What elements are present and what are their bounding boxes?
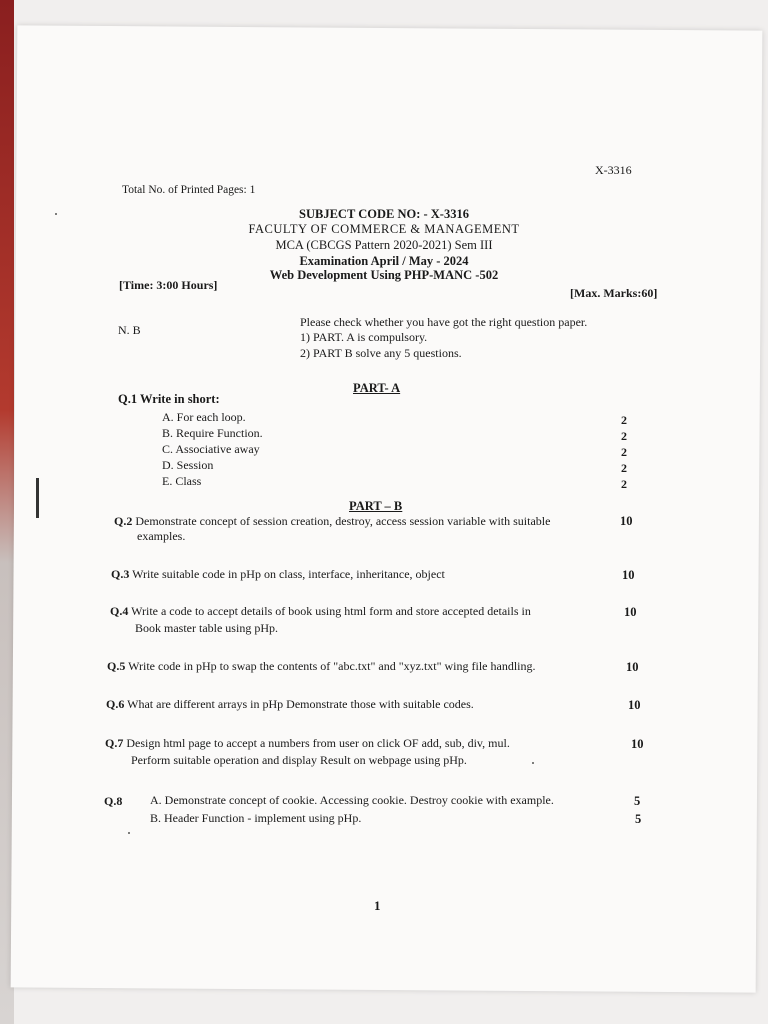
paper-code: X-3316 <box>595 163 632 177</box>
q1-item: D. Session <box>162 458 214 472</box>
subject-title: Web Development Using PHP-MANC -502 <box>269 268 499 282</box>
faculty: FACULTY OF COMMERCE & MANAGEMENT <box>248 222 520 236</box>
marks: 5 <box>635 812 642 826</box>
exam-session: Examination April / May - 2024 <box>299 254 469 268</box>
question: Q.5 Write code in pHp to swap the contents of "abc.txt" and "xyz.txt" wing file handling. <box>107 659 536 673</box>
question: Q.7 Design html page to accept a numbers from user on click OF add, sub, div, mul. <box>105 736 510 750</box>
question-continuation: Book master table using pHp. <box>135 621 278 635</box>
question: Q.2 Demonstrate concept of session creation, destroy, access session variable with suitable <box>114 514 551 528</box>
question-number: Q.1 <box>118 392 138 406</box>
marks: 2 <box>621 477 627 491</box>
q1-heading <box>118 392 220 407</box>
question: Q.4 Write a code to accept details of book using html form and store accepted details in <box>110 604 531 618</box>
scan-speck <box>532 762 534 764</box>
question-continuation: Perform suitable operation and display Result on webpage using pHp. <box>131 753 467 767</box>
instruction-line: 1) PART. A is compulsory. <box>300 330 428 344</box>
max-marks: [Max. Marks:60] <box>570 286 658 300</box>
marks: 10 <box>622 568 635 582</box>
marks: 2 <box>621 429 627 443</box>
question-text: Write in short: <box>140 392 220 406</box>
part-b-heading: PART – B <box>349 499 403 513</box>
marks: 2 <box>621 413 627 427</box>
instruction-line: 2) PART B solve any 5 questions. <box>300 346 462 360</box>
time-allowed: [Time: 3:00 Hours] <box>119 278 218 292</box>
subject-code: SUBJECT CODE NO: - X-3316 <box>299 207 469 221</box>
q1-item: B. Require Function. <box>162 426 263 440</box>
q1-item: C. Associative away <box>162 442 260 456</box>
marks: 5 <box>634 794 641 808</box>
course: MCA (CBCGS Pattern 2020-2021) Sem III <box>275 238 493 252</box>
page-number: 1 <box>374 898 381 913</box>
marks: 10 <box>624 605 637 619</box>
marks: 10 <box>620 514 633 528</box>
q1-item: E. Class <box>162 474 202 488</box>
question: Q.3 Write suitable code in pHp on class, interface, inheritance, object <box>111 567 445 581</box>
question-continuation: examples. <box>137 529 186 543</box>
question: Q.6 What are different arrays in pHp Demonstrate those with suitable codes. <box>106 697 474 711</box>
marks: 10 <box>628 698 641 712</box>
printed-pages: Total No. of Printed Pages: 1 <box>122 184 256 196</box>
marks: 2 <box>621 461 627 475</box>
question-number: Q.8 <box>104 794 123 808</box>
scan-speck <box>55 213 57 215</box>
q1-item: A. For each loop. <box>162 410 246 424</box>
marks: 10 <box>631 737 644 751</box>
nb-label: N. B <box>118 323 141 337</box>
part-a-heading: PART- A <box>353 381 401 395</box>
scan-mark <box>36 478 39 518</box>
marks: 2 <box>621 445 627 459</box>
marks: 10 <box>626 660 639 674</box>
scan-speck <box>128 832 130 834</box>
q8-item: A. Demonstrate concept of cookie. Accessing cookie. Destroy cookie with example. <box>150 793 554 807</box>
q8-item: B. Header Function - implement using pHp. <box>150 811 362 825</box>
instruction-line: Please check whether you have got the right question paper. <box>300 315 588 329</box>
